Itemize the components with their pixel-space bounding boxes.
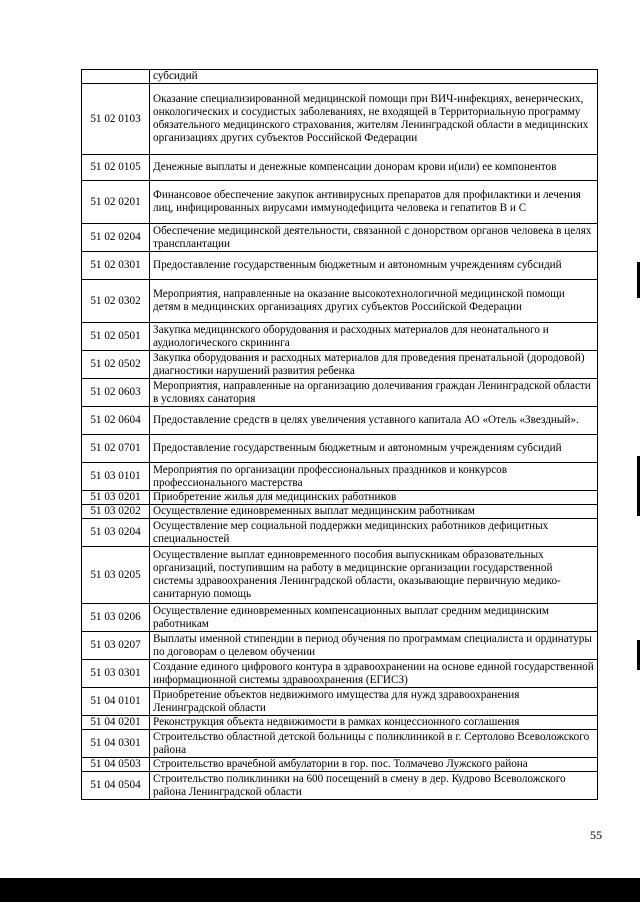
row-code: 51 02 0103 (82, 84, 150, 155)
row-code: 51 03 0204 (82, 519, 150, 547)
row-description: Мероприятия по организации профессиональных праздников и конкурсов профессионального мастерства (150, 463, 598, 491)
row-description: Мероприятия, направленные на оказание высокотехнологичной медицинской помощи детям в медицинских организациях других субъектов Российской Федерации (150, 280, 598, 323)
row-code: 51 04 0101 (82, 688, 150, 716)
table-row (82, 280, 598, 323)
scan-bottom-border (0, 878, 640, 902)
row-code: 51 02 0204 (82, 224, 150, 252)
row-code: 51 02 0105 (82, 155, 150, 181)
row-description: Оказание специализированной медицинской помощи при ВИЧ-инфекциях, венерических, онкологических и сосудистых заболеваниях, не входящей в Территориальную программу обязательного медицинского страхования, жителям Ленинградской области в медицинских организациях других субъектов Российской Федерации (150, 84, 598, 155)
table-row (82, 84, 598, 155)
row-description: Приобретение жилья для медицинских работников (150, 491, 598, 505)
table-row (82, 463, 598, 491)
table-row (82, 351, 598, 379)
table-row (82, 70, 598, 84)
row-description: Обеспечение медицинской деятельности, связанной с донорством органов человека в целях трансплантации (150, 224, 598, 252)
table-row (82, 435, 598, 463)
row-description: Осуществление единовременных компенсационных выплат средним медицинским работникам (150, 604, 598, 632)
row-description: Осуществление выплат единовременного пособия выпускникам образовательных организаций, поступившим на работу в медицинские организации государственной системы здравоохранения Ленинградской области, оказывающие первичную медико-санитарную помощь (150, 547, 598, 604)
table-row (82, 716, 598, 730)
row-code: 51 04 0301 (82, 730, 150, 758)
row-code: 51 03 0201 (82, 491, 150, 505)
row-description: Строительство врачебной амбулатории в гор. пос. Толмачево Лужского района (150, 758, 598, 772)
table-row (82, 660, 598, 688)
row-code: 51 03 0205 (82, 547, 150, 604)
table-row (82, 772, 598, 800)
row-description: Закупка оборудования и расходных материалов для проведения пренатальной (дородовой) диагностики нарушений развития ребенка (150, 351, 598, 379)
row-code: 51 02 0701 (82, 435, 150, 463)
table-row (82, 224, 598, 252)
table-body (82, 70, 598, 800)
row-code: 51 03 0202 (82, 505, 150, 519)
table-row (82, 519, 598, 547)
row-code: 51 03 0101 (82, 463, 150, 491)
table-row (82, 155, 598, 181)
table-row (82, 730, 598, 758)
row-code: 51 03 0207 (82, 632, 150, 660)
row-description: Создание единого цифрового контура в здравоохранении на основе единой государственной информационной системы здравоохранения (ЕГИСЗ) (150, 660, 598, 688)
table-row (82, 181, 598, 224)
row-description: Денежные выплаты и денежные компенсации донорам крови и(или) ее компонентов (150, 155, 598, 181)
row-description: Реконструкция объекта недвижимости в рамках концессионного соглашения (150, 716, 598, 730)
row-code: 51 02 0301 (82, 252, 150, 280)
row-description: Осуществление единовременных выплат медицинским работникам (150, 505, 598, 519)
row-code: 51 04 0504 (82, 772, 150, 800)
row-description: Закупка медицинского оборудования и расходных материалов для неонатального и аудиологического скрининга (150, 323, 598, 351)
row-description: Выплаты именной стипендии в период обучения по программам специалиста и ординатуры по договорам о целевом обучении (150, 632, 598, 660)
row-code: 51 02 0302 (82, 280, 150, 323)
table-row (82, 688, 598, 716)
row-code: 51 02 0501 (82, 323, 150, 351)
row-description: Предоставление государственным бюджетным и автономным учреждениям субсидий (150, 252, 598, 280)
row-code: 51 03 0301 (82, 660, 150, 688)
table-row (82, 758, 598, 772)
row-code (82, 70, 150, 84)
row-description: Приобретение объектов недвижимого имущества для нужд здравоохранения Ленинградской области (150, 688, 598, 716)
table-row (82, 323, 598, 351)
row-code: 51 03 0206 (82, 604, 150, 632)
row-description: Финансовое обеспечение закупок антивирусных препаратов для профилактики и лечения лиц, инфицированных вирусами иммунодефицита человека и гепатитов В и С (150, 181, 598, 224)
row-code: 51 02 0201 (82, 181, 150, 224)
row-code: 51 02 0604 (82, 407, 150, 435)
row-description: Строительство областной детской больницы с поликлиникой в г. Сертолово Всеволожского района (150, 730, 598, 758)
row-code: 51 04 0201 (82, 716, 150, 730)
table-row (82, 547, 598, 604)
row-code: 51 02 0502 (82, 351, 150, 379)
row-description: Осуществление мер социальной поддержки медицинских работников дефицитных специальностей (150, 519, 598, 547)
table-row (82, 505, 598, 519)
table-row (82, 604, 598, 632)
row-code: 51 04 0503 (82, 758, 150, 772)
budget-codes-table (81, 69, 598, 800)
row-description: Мероприятия, направленные на организацию долечивания граждан Ленинградской области в условиях санатория (150, 379, 598, 407)
row-description: Предоставление средств в целях увеличения уставного капитала АО «Отель «Звездный». (150, 407, 598, 435)
table-row (82, 632, 598, 660)
page-number: 55 (590, 828, 602, 842)
row-description: Строительство поликлиники на 600 посещений в смену в дер. Кудрово Всеволожского района Ленинградской области (150, 772, 598, 800)
table-row (82, 252, 598, 280)
table-row (82, 407, 598, 435)
row-description: субсидий (150, 70, 598, 84)
row-description: Предоставление государственным бюджетным и автономным учреждениям субсидий (150, 435, 598, 463)
row-code: 51 02 0603 (82, 379, 150, 407)
table-row (82, 379, 598, 407)
table-row (82, 491, 598, 505)
